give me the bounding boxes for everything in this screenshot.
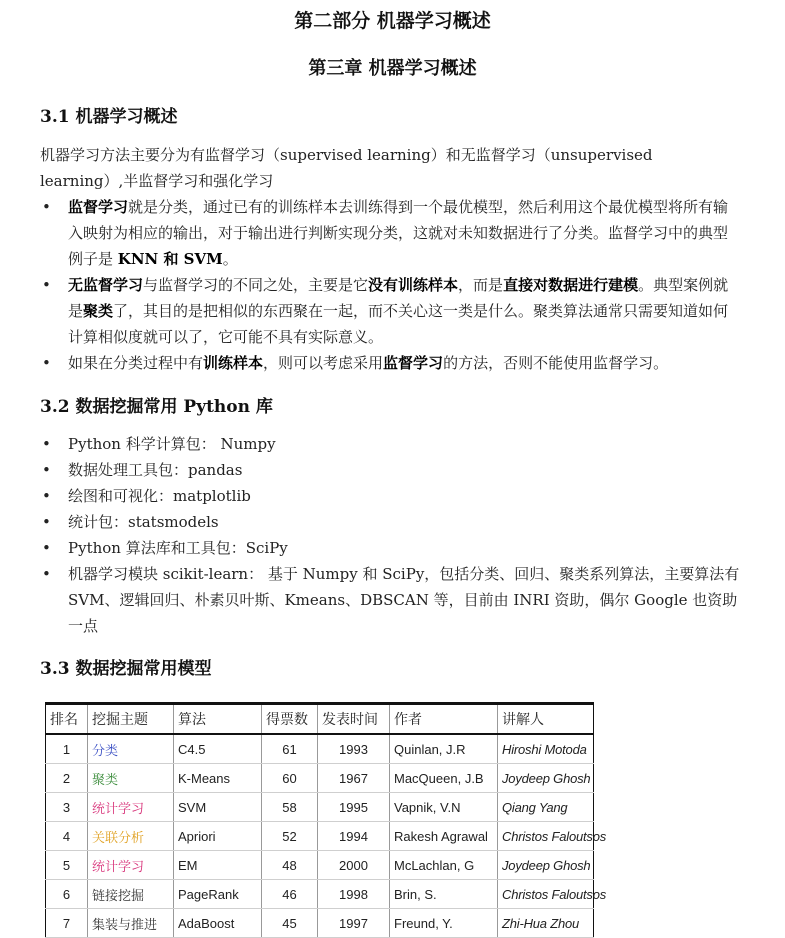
- rank-cell: 7: [46, 909, 88, 938]
- author-cell: Brin, S.: [390, 880, 498, 909]
- year-cell: 1995: [318, 793, 390, 822]
- col-header-rank: 排名: [46, 704, 88, 735]
- col-header-algorithm: 算法: [174, 704, 262, 735]
- table-row: [46, 764, 594, 793]
- table-row: [46, 851, 594, 880]
- rank-cell: 1: [46, 734, 88, 764]
- table-row: [46, 880, 594, 909]
- author-cell: Rakesh Agrawal: [390, 822, 498, 851]
- votes-cell: 45: [262, 909, 318, 938]
- col-header-year: 发表时间: [318, 704, 390, 735]
- chapter-title: 第三章 机器学习概述: [308, 58, 477, 79]
- table-row: [46, 793, 594, 822]
- algorithm-cell: C4.5: [174, 734, 262, 764]
- models-table-body: [46, 734, 607, 938]
- algorithm-cell: K-Means: [174, 764, 262, 793]
- year-cell: 1993: [318, 734, 390, 764]
- rank-cell: 3: [46, 793, 88, 822]
- topic-cell: 分类: [88, 734, 174, 764]
- col-header-votes: 得票数: [262, 704, 318, 735]
- models-table-container: [45, 702, 607, 938]
- votes-cell: 58: [262, 793, 318, 822]
- section-3-1-heading: 3.1 机器学习概述: [40, 107, 178, 127]
- author-cell: McLachlan, G: [390, 851, 498, 880]
- algorithm-cell: SVM: [174, 793, 262, 822]
- year-cell: 1994: [318, 822, 390, 851]
- table-row: [46, 734, 594, 764]
- list-item: 统计包：statsmodels: [68, 513, 219, 531]
- year-cell: 1997: [318, 909, 390, 938]
- section-3-1-bullets: [40, 194, 740, 376]
- bullet-supervised: 监督学习就是分类，通过已有的训练样本去训练得到一个最优模型，然后利用这个最优模型将所有输入映射为相应的输出，对于输出进行判断实现分类，这就对未知数据进行了分类。监督学习中的典型例子是 KNN 和 SVM。: [68, 198, 729, 268]
- list-item: Python 算法库和工具包：SciPy: [68, 539, 288, 557]
- col-header-author: 作者: [390, 704, 498, 735]
- votes-cell: 52: [262, 822, 318, 851]
- author-cell: MacQueen, J.B: [390, 764, 498, 793]
- table-row: [46, 909, 594, 938]
- year-cell: 2000: [318, 851, 390, 880]
- votes-cell: 60: [262, 764, 318, 793]
- models-table: [45, 702, 607, 938]
- algorithm-cell: PageRank: [174, 880, 262, 909]
- list-item: 数据处理工具包：pandas: [68, 461, 243, 479]
- author-cell: Quinlan, J.R: [390, 734, 498, 764]
- presenter-cell: Joydeep Ghosh: [498, 851, 594, 880]
- table-header-row: [46, 704, 594, 735]
- topic-cell: 链接挖掘: [88, 880, 174, 909]
- bullet-unsupervised: 无监督学习与监督学习的不同之处，主要是它没有训练样本，而是直接对数据进行建模。典型案例就是聚类了，其目的是把相似的东西聚在一起，而不关心这一类是什么。聚类算法通常只需要知道如何计算相似度就可以了，它可能不具有实际意义。: [68, 276, 729, 346]
- topic-cell: 集装与推进: [88, 909, 174, 938]
- author-cell: Freund, Y.: [390, 909, 498, 938]
- votes-cell: 46: [262, 880, 318, 909]
- presenter-cell: Christos Faloutsos: [498, 880, 594, 909]
- topic-cell: 统计学习: [88, 793, 174, 822]
- presenter-cell: Qiang Yang: [498, 793, 594, 822]
- list-item: 机器学习模块 scikit-learn： 基于 Numpy 和 SciPy，包括分类、回归、聚类系列算法，主要算法有 SVM、逻辑回归、朴素贝叶斯、Kmeans、DBSCAN 等，目前由 INRI 资助，偶尔 Google 也资助一点: [68, 565, 740, 635]
- topic-cell: 统计学习: [88, 851, 174, 880]
- list-item: 绘图和可视化：matplotlib: [68, 487, 251, 505]
- rank-cell: 2: [46, 764, 88, 793]
- bullet-choice: 如果在分类过程中有训练样本，则可以考虑采用监督学习的方法，否则不能使用监督学习。: [68, 354, 669, 372]
- list-item: Python 科学计算包： Numpy: [68, 435, 276, 453]
- col-header-presenter: 讲解人: [498, 704, 594, 735]
- python-libs-list: [40, 431, 740, 639]
- presenter-cell: Joydeep Ghosh: [498, 764, 594, 793]
- votes-cell: 48: [262, 851, 318, 880]
- part-title: 第二部分 机器学习概述: [294, 10, 491, 32]
- algorithm-cell: EM: [174, 851, 262, 880]
- col-header-topic: 挖掘主题: [88, 704, 174, 735]
- section-3-3-heading: 3.3 数据挖掘常用模型: [40, 659, 212, 679]
- year-cell: 1998: [318, 880, 390, 909]
- rank-cell: 5: [46, 851, 88, 880]
- presenter-cell: Hiroshi Motoda: [498, 734, 594, 764]
- section-3-1-intro: 机器学习方法主要分为有监督学习（supervised learning）和无监督学习（unsupervised learning）,半监督学习和强化学习: [40, 146, 653, 190]
- presenter-cell: Christos Faloutsos: [498, 822, 594, 851]
- topic-cell: 关联分析: [88, 822, 174, 851]
- algorithm-cell: Apriori: [174, 822, 262, 851]
- votes-cell: 61: [262, 734, 318, 764]
- presenter-cell: Zhi-Hua Zhou: [498, 909, 594, 938]
- algorithm-cell: AdaBoost: [174, 909, 262, 938]
- author-cell: Vapnik, V.N: [390, 793, 498, 822]
- year-cell: 1967: [318, 764, 390, 793]
- rank-cell: 4: [46, 822, 88, 851]
- topic-cell: 聚类: [88, 764, 174, 793]
- section-3-2-heading: 3.2 数据挖掘常用 Python 库: [40, 397, 273, 417]
- table-row: [46, 822, 594, 851]
- rank-cell: 6: [46, 880, 88, 909]
